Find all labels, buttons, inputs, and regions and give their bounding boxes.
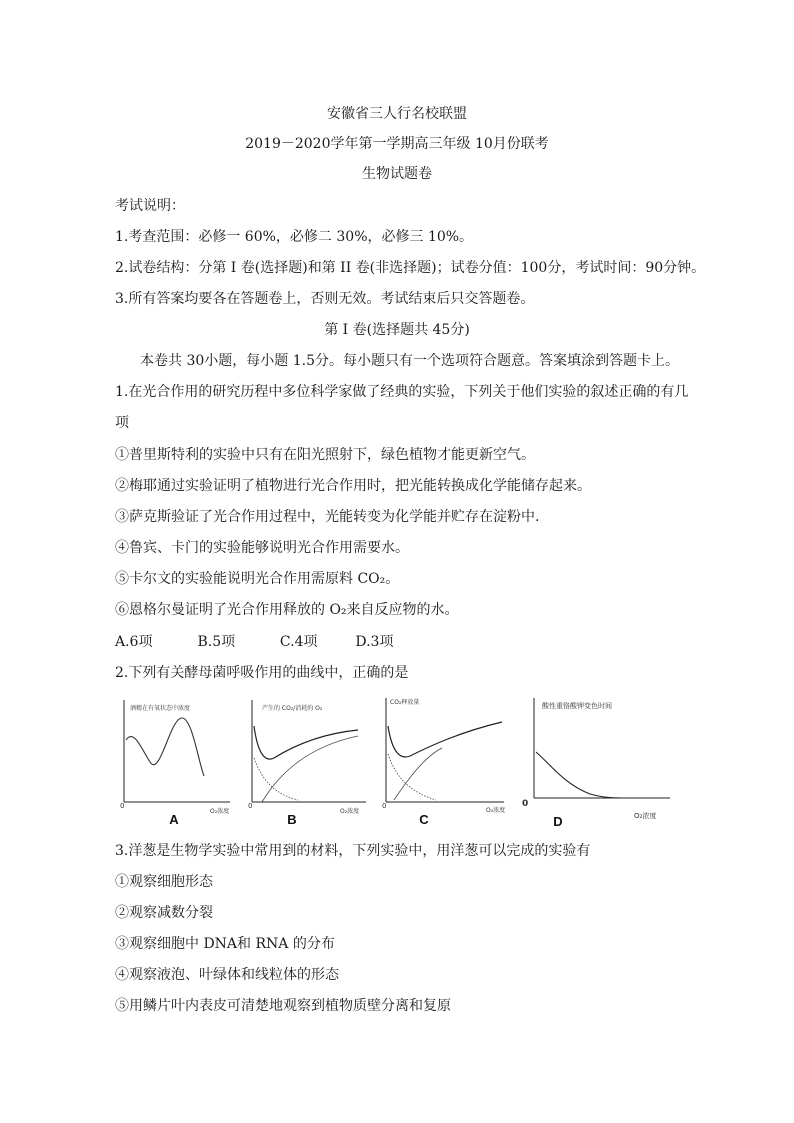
header-subject: 生物试题卷 bbox=[362, 166, 432, 182]
graph-a-ylabel: 酒精在有氧状态中浓度 bbox=[130, 705, 191, 712]
graph-d-xlabel: O₂浓度 bbox=[634, 812, 657, 820]
option-b[interactable]: B.5项 bbox=[197, 634, 236, 650]
section-description: 本卷共 30小题，每小题 1.5分。每小题只有一个选项符合题意。答案填涂到答题卡上。 bbox=[140, 353, 679, 369]
graph-a-origin: 0 bbox=[120, 802, 125, 810]
question-2-stem: 2.下列有关酵母菌呼吸作用的曲线中，正确的是 bbox=[115, 665, 409, 681]
graph-d bbox=[520, 690, 680, 830]
graph-c-origin: 0 bbox=[382, 802, 387, 810]
section-title: 第 I 卷(选择题共 45分) bbox=[324, 322, 470, 338]
option-a[interactable]: A.6项 bbox=[115, 634, 153, 650]
question-1-item: ②梅耶通过实验证明了植物进行光合作用时，把光能转换成化学能储存起来。 bbox=[115, 478, 591, 494]
graph-c-label: C bbox=[419, 812, 429, 827]
graph-b-origin: 0 bbox=[248, 802, 253, 810]
question-3-item: ②观察减数分裂 bbox=[115, 905, 213, 921]
instruction-item: 3.所有答案均要各在答题卷上，否则无效。考试结束后只交答题卷。 bbox=[115, 291, 535, 307]
instruction-item: 1.考查范围：必修一 60%，必修二 30%，必修三 10%。 bbox=[115, 229, 474, 245]
question-1-stem: 1.在光合作用的研究历程中多位科学家做了经典的实验，下列关于他们实验的叙述正确的有几 bbox=[115, 384, 689, 400]
question-3-stem: 3.洋葱是生物学实验中常用到的材料，下列实验中，用洋葱可以完成的实验有 bbox=[115, 843, 591, 859]
question-3-item: ①观察细胞形态 bbox=[115, 874, 213, 890]
graph-b-xlabel: O₂浓度 bbox=[340, 808, 360, 815]
graph-a-label: A bbox=[169, 812, 179, 827]
graph-c-ylabel: CO₂释放量 bbox=[390, 699, 420, 706]
graph-b-label: B bbox=[287, 812, 297, 827]
graph-d-ylabel: 酸性重铬酸钾变色时间 bbox=[542, 702, 612, 710]
option-c[interactable]: C.4项 bbox=[279, 634, 318, 650]
question-3-item: ⑤用鳞片叶内表皮可清楚地观察到植物质壁分离和复原 bbox=[115, 998, 451, 1014]
graph-a bbox=[112, 690, 237, 830]
question-1-item: ⑤卡尔文的实验能说明光合作用需原料 CO₂。 bbox=[115, 571, 400, 587]
question-1-item: ④鲁宾、卡门的实验能够说明光合作用需要水。 bbox=[115, 540, 409, 556]
header-org: 安徽省三人行名校联盟 bbox=[327, 106, 467, 122]
instruction-item: 2.试卷结构：分第 I 卷(选择题)和第 II 卷(非选择题)；试卷分值：100分，考试时间：90分钟。 bbox=[115, 260, 706, 276]
question-1-item: ①普里斯特利的实验中只有在阳光照射下，绿色植物才能更新空气。 bbox=[115, 447, 535, 463]
question-3-item: ④观察液泡、叶绿体和线粒体的形态 bbox=[115, 967, 339, 983]
question-1-item: ③萨克斯验证了光合作用过程中，光能转变为化学能并贮存在淀粉中. bbox=[115, 509, 540, 525]
question-1-stem-cont: 项 bbox=[115, 415, 129, 431]
header-exam: 2019－2020学年第一学期高三年级 10月份联考 bbox=[245, 136, 549, 152]
graph-c bbox=[374, 690, 514, 830]
graph-d-origin: 0 bbox=[522, 799, 529, 809]
option-d[interactable]: D.3项 bbox=[355, 634, 394, 650]
graph-c-xlabel: O₂浓度 bbox=[486, 807, 506, 814]
graph-b-ylabel: 产生的 CO₂/消耗的 O₂ bbox=[262, 705, 323, 712]
graph-b bbox=[240, 690, 370, 830]
question-2-graphs bbox=[112, 690, 682, 830]
graph-d-label: D bbox=[553, 814, 563, 829]
question-1-options bbox=[115, 632, 415, 652]
instructions-title: 考试说明： bbox=[115, 198, 185, 214]
question-1-item: ⑥恩格尔曼证明了光合作用释放的 O₂来自反应物的水。 bbox=[115, 602, 459, 618]
graph-a-xlabel: O₂浓度 bbox=[210, 808, 230, 815]
question-3-item: ③观察细胞中 DNA和 RNA 的分布 bbox=[115, 936, 335, 952]
